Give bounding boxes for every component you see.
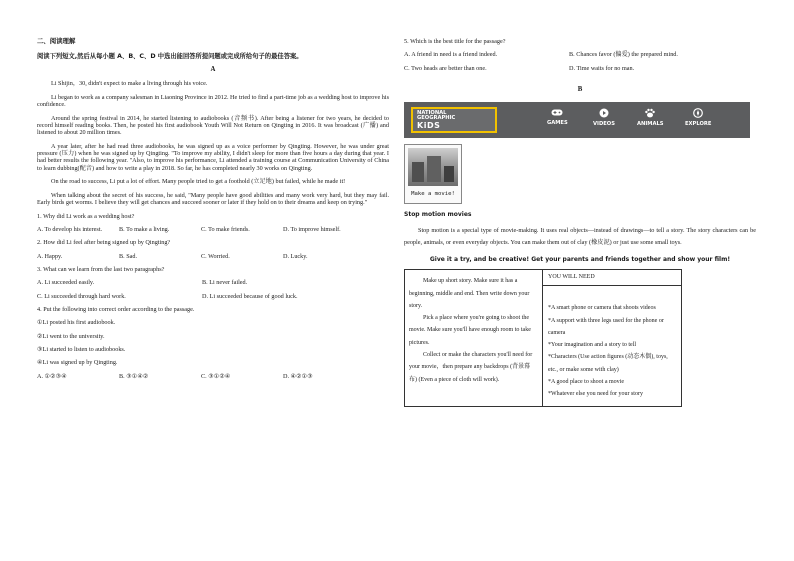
question-4-options xyxy=(37,373,389,380)
logo-line-national: NATIONAL xyxy=(417,109,447,116)
q4-option-a: A. ①②③④ xyxy=(37,372,67,380)
passage-a-paragraph-6: When talking about the secret of his success, he said, "Many people have good abilities and many work very hard, but they may fail. Early birds get worms. I believe they will get chances and succeed sooner or later if they hold on to their dreams and keep on trying." xyxy=(37,191,389,207)
nav-videos-label: VIDEOS xyxy=(593,120,615,127)
passage-a-label: A xyxy=(210,65,216,73)
q4-item-1: ①Li posted his first audiobook. xyxy=(37,319,116,327)
q4-item-2: ②Li went to the university. xyxy=(37,332,105,340)
q5-option-c: C. Two heads are better than one. xyxy=(404,64,487,72)
right-column xyxy=(404,38,756,407)
q4-option-b: B. ③①④② xyxy=(119,372,149,380)
step-2: Pick a place where you're going to shoot the movie. Make sure you'll have enough room to take pictures. xyxy=(409,315,531,346)
logo-line-geographic: GEOGRAPHIC xyxy=(417,115,456,122)
question-5-options-row2 xyxy=(404,65,756,72)
question-3-options-row2 xyxy=(37,293,389,300)
q4-option-c: C. ③①②④ xyxy=(201,372,231,380)
step-1: Make up short story. Make sure it has a beginning, middle and end. Then write down your story. xyxy=(409,278,530,309)
need-item: *A good place to shoot a movie xyxy=(548,379,624,386)
q5-option-b: B. Chances favor (偏爱) the prepared mind. xyxy=(569,51,678,59)
logo-line-kids: KiDS xyxy=(417,120,441,130)
question-5-options-row1 xyxy=(404,51,756,58)
nav-animals[interactable] xyxy=(637,108,664,127)
nav-games[interactable] xyxy=(547,108,568,126)
need-item: *Whatever else you need for your story xyxy=(548,391,643,398)
q5-option-a: A. A friend in need is a friend indeed. xyxy=(404,51,498,59)
passage-b-label: B xyxy=(577,85,583,93)
section-title: 二、阅读理解 xyxy=(37,37,76,45)
q3-option-a: A. Li succeeded easily. xyxy=(37,279,95,287)
nav-animals-label: ANIMALS xyxy=(637,120,664,127)
instruction-text: 阅读下列短文,然后从每小题 A、B、C、D 中选出能回答所提问题或完成所给句子的最佳答案。 xyxy=(37,52,303,60)
passage-b-call-to-action: Give it a try, and be creative! Get your parents and friends together and show your film! xyxy=(429,256,731,264)
passage-a-paragraph-2: Li began to work as a company salesman in Liaoning Province in 2012. He tried to find a part-time job as a wedding host to improve his confidence. xyxy=(37,93,390,108)
you-will-need-box xyxy=(542,269,682,406)
q3-option-b: B. Li never failed. xyxy=(202,279,248,287)
question-5: 5. Which is the best title for the passage? xyxy=(404,38,506,45)
q2-option-d: D. Lucky. xyxy=(283,252,308,260)
question-3: 3. What can we learn from the last two paragraphs? xyxy=(37,266,165,274)
you-will-need-list xyxy=(543,286,681,405)
q1-option-c: C. To make friends. xyxy=(201,226,250,234)
question-1: 1. Why did Li work as a wedding host? xyxy=(37,212,135,220)
passage-b-heading: Stop motion movies xyxy=(404,210,472,218)
q2-option-a: A. Happy. xyxy=(37,252,63,260)
q4-item-3: ③Li started to listen to audiobooks. xyxy=(37,345,126,353)
steps-box xyxy=(404,269,542,406)
passage-a-paragraph-4: A year later, after he had read three audiobooks, he was signed up as a voice performer by Qingting. However, he was under great pressure (压力) when he was signed up by Qingting. "To improve my ability, I didn't sleep for more than five hours a day during that year. I had better results the following year. "Also, to improve his performance, Li attended a training course at Communication University of China to learn dubbing(配音) and how to write a play in 2018. So far, he has completed nearly 30 works on Qingting. xyxy=(37,142,389,172)
need-item: *A smart phone or camera that shoots videos xyxy=(548,305,656,312)
natgeo-kids-logo xyxy=(411,107,497,133)
need-item: *Characters (Use action figures (动态木偶), toys, etc., or make some with clay) xyxy=(548,354,668,373)
instruction-boxes xyxy=(404,269,756,406)
nav-explore[interactable] xyxy=(685,108,711,127)
left-column xyxy=(37,38,389,386)
make-a-movie-photo xyxy=(404,144,462,204)
q3-option-d: D. Li succeeded because of good luck. xyxy=(202,292,298,300)
photo-caption: Make a movie! xyxy=(411,190,455,197)
passage-a-paragraph-3: Around the spring festival in 2014, he started listening to audiobooks (音频书). After being a listener for two years, he decided to record himself reading books. Then, he posted his first audiobook Youth Will Not Return on Qingting in 2016. It was broadcast (广播) and listened to about 20 million times. xyxy=(37,114,389,137)
q2-option-b: B. Sad. xyxy=(119,252,138,260)
need-item: *A support with three legs used for the phone or camera xyxy=(548,317,664,336)
passage-a-paragraph-1: Li Shijin，30, didn't expect to make a living through his voice. xyxy=(51,79,208,87)
question-2-options xyxy=(37,253,389,260)
compass-icon xyxy=(693,108,703,118)
step-3: Collect or make the characters you'll need for your movie，then prepare any backdrops (背景幕布) (Even a piece of cloth will work). xyxy=(409,352,533,383)
question-3-options-row1 xyxy=(37,279,389,286)
q2-option-c: C. Worried. xyxy=(201,252,230,260)
passage-b-paragraph: Stop motion is a special type of movie-making. It uses real objects—instead of drawings—to tell a story. The story characters can be people, animals, or even everyday objects. You can make them out of clay (橡皮泥) or just use some small toys. xyxy=(404,227,756,247)
question-4: 4. Put the following into correct order according to the passage. xyxy=(37,306,195,314)
q1-option-d: D. To improve himself. xyxy=(283,226,341,234)
movie-set-image xyxy=(408,148,458,186)
nav-games-label: GAMES xyxy=(547,119,568,126)
question-2: 2. How did Li feel after being signed up by Qingting? xyxy=(37,239,171,247)
paw-icon xyxy=(644,108,656,118)
q4-item-4: ④Li was signed up by Qingting. xyxy=(37,359,118,367)
q1-option-b: B. To make a living. xyxy=(119,226,170,234)
natgeo-kids-banner xyxy=(404,102,750,138)
q4-option-d: D. ④②①③ xyxy=(283,372,313,380)
q5-option-d: D. Time waits for no man. xyxy=(569,64,635,72)
passage-a-paragraph-5: On the road to success, Li put a lot of effort. Many people tried to get a foothold (立足地) but failed, while he made it! xyxy=(51,178,346,186)
q1-option-a: A. To develop his interest. xyxy=(37,226,103,234)
need-item: *Your imagination and a story to tell xyxy=(548,342,637,349)
you-will-need-header: YOU WILL NEED xyxy=(543,270,681,286)
gamepad-icon xyxy=(551,108,563,117)
q3-option-c: C. Li succeeded through hard work. xyxy=(37,292,126,300)
nav-videos[interactable] xyxy=(593,108,615,127)
nav-explore-label: EXPLORE xyxy=(685,120,712,127)
question-1-options xyxy=(37,226,389,233)
play-icon xyxy=(599,108,609,118)
